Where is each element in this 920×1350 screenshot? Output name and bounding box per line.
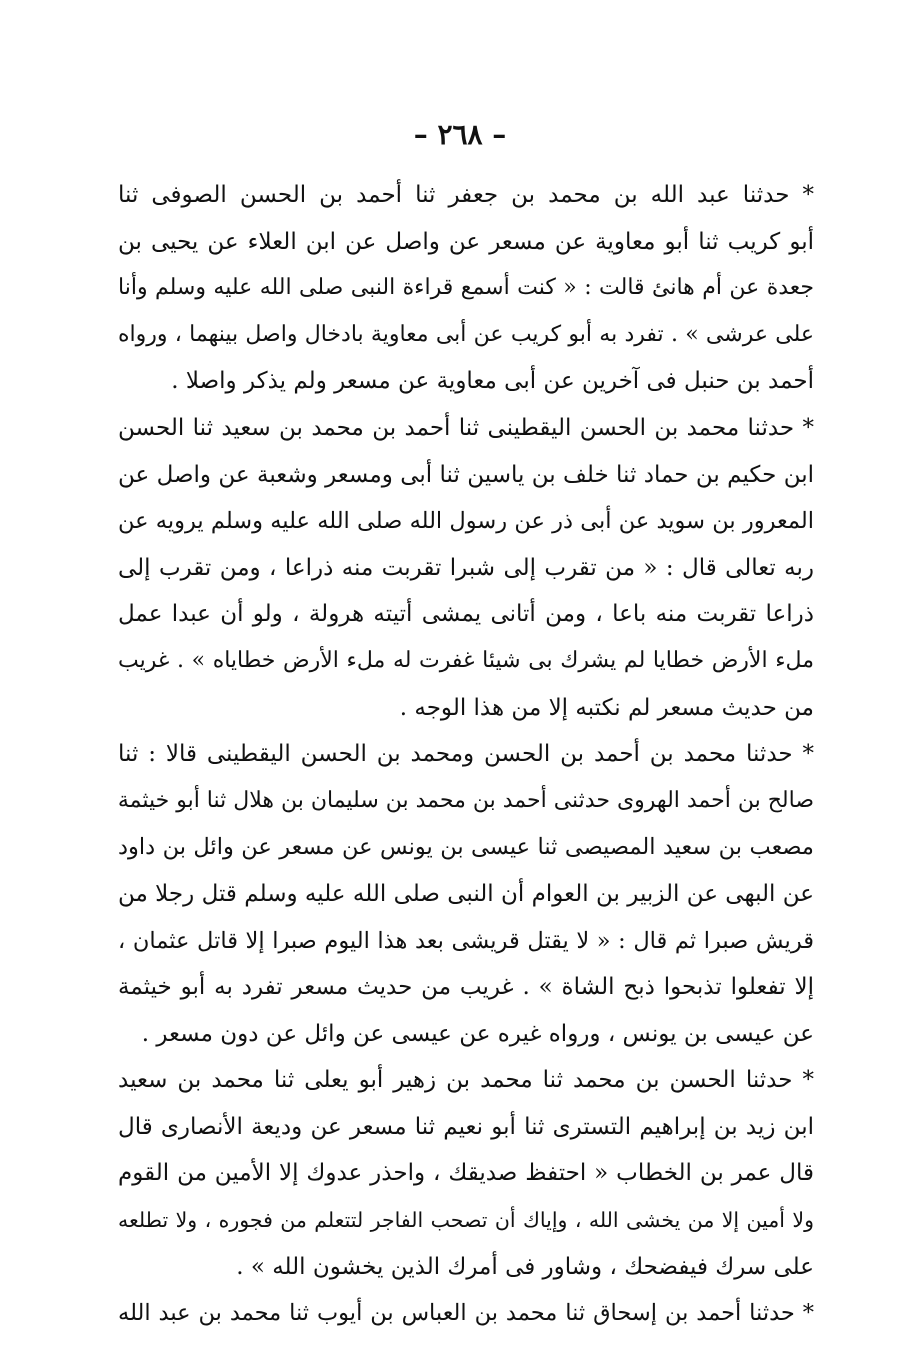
- text-line: ابن زيد بن إبراهيم التسترى ثنا أبو نعيم ثنا مسعر عن وديعة الأنصارى قال: [118, 1113, 814, 1140]
- text-line: أبو كريب ثنا أبو معاوية عن مسعر عن واصل عن ابن العلاء عن يحيى بن: [118, 228, 814, 255]
- text-line: ملء الأرض خطايا لم يشرك بى شيئا غفرت له ملء الأرض خطاياه » . غريب: [118, 647, 814, 673]
- text-line: * حدثنا محمد بن أحمد بن الحسن ومحمد بن الحسن اليقطينى قالا : ثنا: [118, 741, 814, 768]
- text-line: على سرك فيفضحك ، وشاور فى أمرك الذين يخشون الله » .: [236, 1253, 814, 1280]
- text-line: صالح بن أحمد الهروى حدثنى أحمد بن محمد بن سليمان بن هلال ثنا أبو خيثمة: [118, 787, 814, 813]
- text-line: مصعب بن سعيد المصيصى ثنا عيسى بن يونس عن مسعر عن وائل بن داود: [118, 834, 814, 861]
- text-line: قريش صبرا ثم قال : « لا يقتل قريشى بعد هذا اليوم صبرا إلا قاتل عثمان ،: [118, 927, 814, 954]
- text-line: * حدثنا محمد بن الحسن اليقطينى ثنا أحمد بن محمد بن سعيد ثنا الحسن: [118, 414, 814, 441]
- text-line: * حدثنا عبد الله بن محمد بن جعفر ثنا أحمد بن الحسن الصوفى ثنا: [118, 182, 814, 208]
- text-line: على عرشى » . تفرد به أبو كريب عن أبى معاوية بادخال واصل بينهما ، ورواه: [118, 321, 814, 347]
- page-text: [118, 172, 814, 1337]
- page-number: – ٢٦٨ –: [413, 118, 507, 151]
- text-line: جعدة عن أم هانئ قالت : « كنت أسمع قراءة النبى صلى الله عليه وسلم وأنا: [118, 275, 814, 301]
- text-line: من حديث مسعر لم نكتبه إلا من هذا الوجه .: [399, 694, 814, 721]
- text-line: قال عمر بن الخطاب « احتفظ صديقك ، واحذر عدوك إلا الأمين من القوم: [118, 1160, 814, 1187]
- text-line: ولا أمين إلا من يخشى الله ، وإياك أن تصحب الفاجر لتتعلم من فجوره ، ولا تطلعه: [118, 1208, 814, 1233]
- text-line: ربه تعالى قال : « من تقرب إلى شبرا تقربت منه ذراعا ، ومن تقرب إلى: [118, 554, 814, 581]
- text-line: * حدثنا الحسن بن محمد ثنا محمد بن زهير أبو يعلى ثنا محمد بن سعيد: [118, 1067, 814, 1094]
- text-line: عن البهى عن الزبير بن العوام أن النبى صلى الله عليه وسلم قتل رجلا من: [118, 880, 814, 907]
- text-line: أحمد بن حنبل فى آخرين عن أبى معاوية عن مسعر ولم يذكر واصلا .: [171, 368, 814, 395]
- text-line: ذراعا تقربت منه باعا ، ومن أتانى يمشى أتيته هرولة ، ولو أن عبدا عمل: [118, 601, 814, 628]
- text-line: المعرور بن سويد عن أبى ذر عن رسول الله صلى الله عليه وسلم يرويه عن: [118, 508, 814, 535]
- text-line: إلا تفعلوا تذبحوا ذبح الشاة » . غريب من حديث مسعر تفرد به أبو خيثمة: [118, 974, 814, 1001]
- text-line: * حدثنا أحمد بن إسحاق ثنا محمد بن العباس بن أيوب ثنا محمد بن عبد الله: [118, 1300, 814, 1327]
- text-line: ابن حكيم بن حماد ثنا خلف بن ياسين ثنا أبى ومسعر وشعبة عن واصل عن: [118, 461, 814, 488]
- text-line: عن عيسى بن يونس ، ورواه غيره عن عيسى عن وائل عن دون مسعر .: [141, 1020, 814, 1047]
